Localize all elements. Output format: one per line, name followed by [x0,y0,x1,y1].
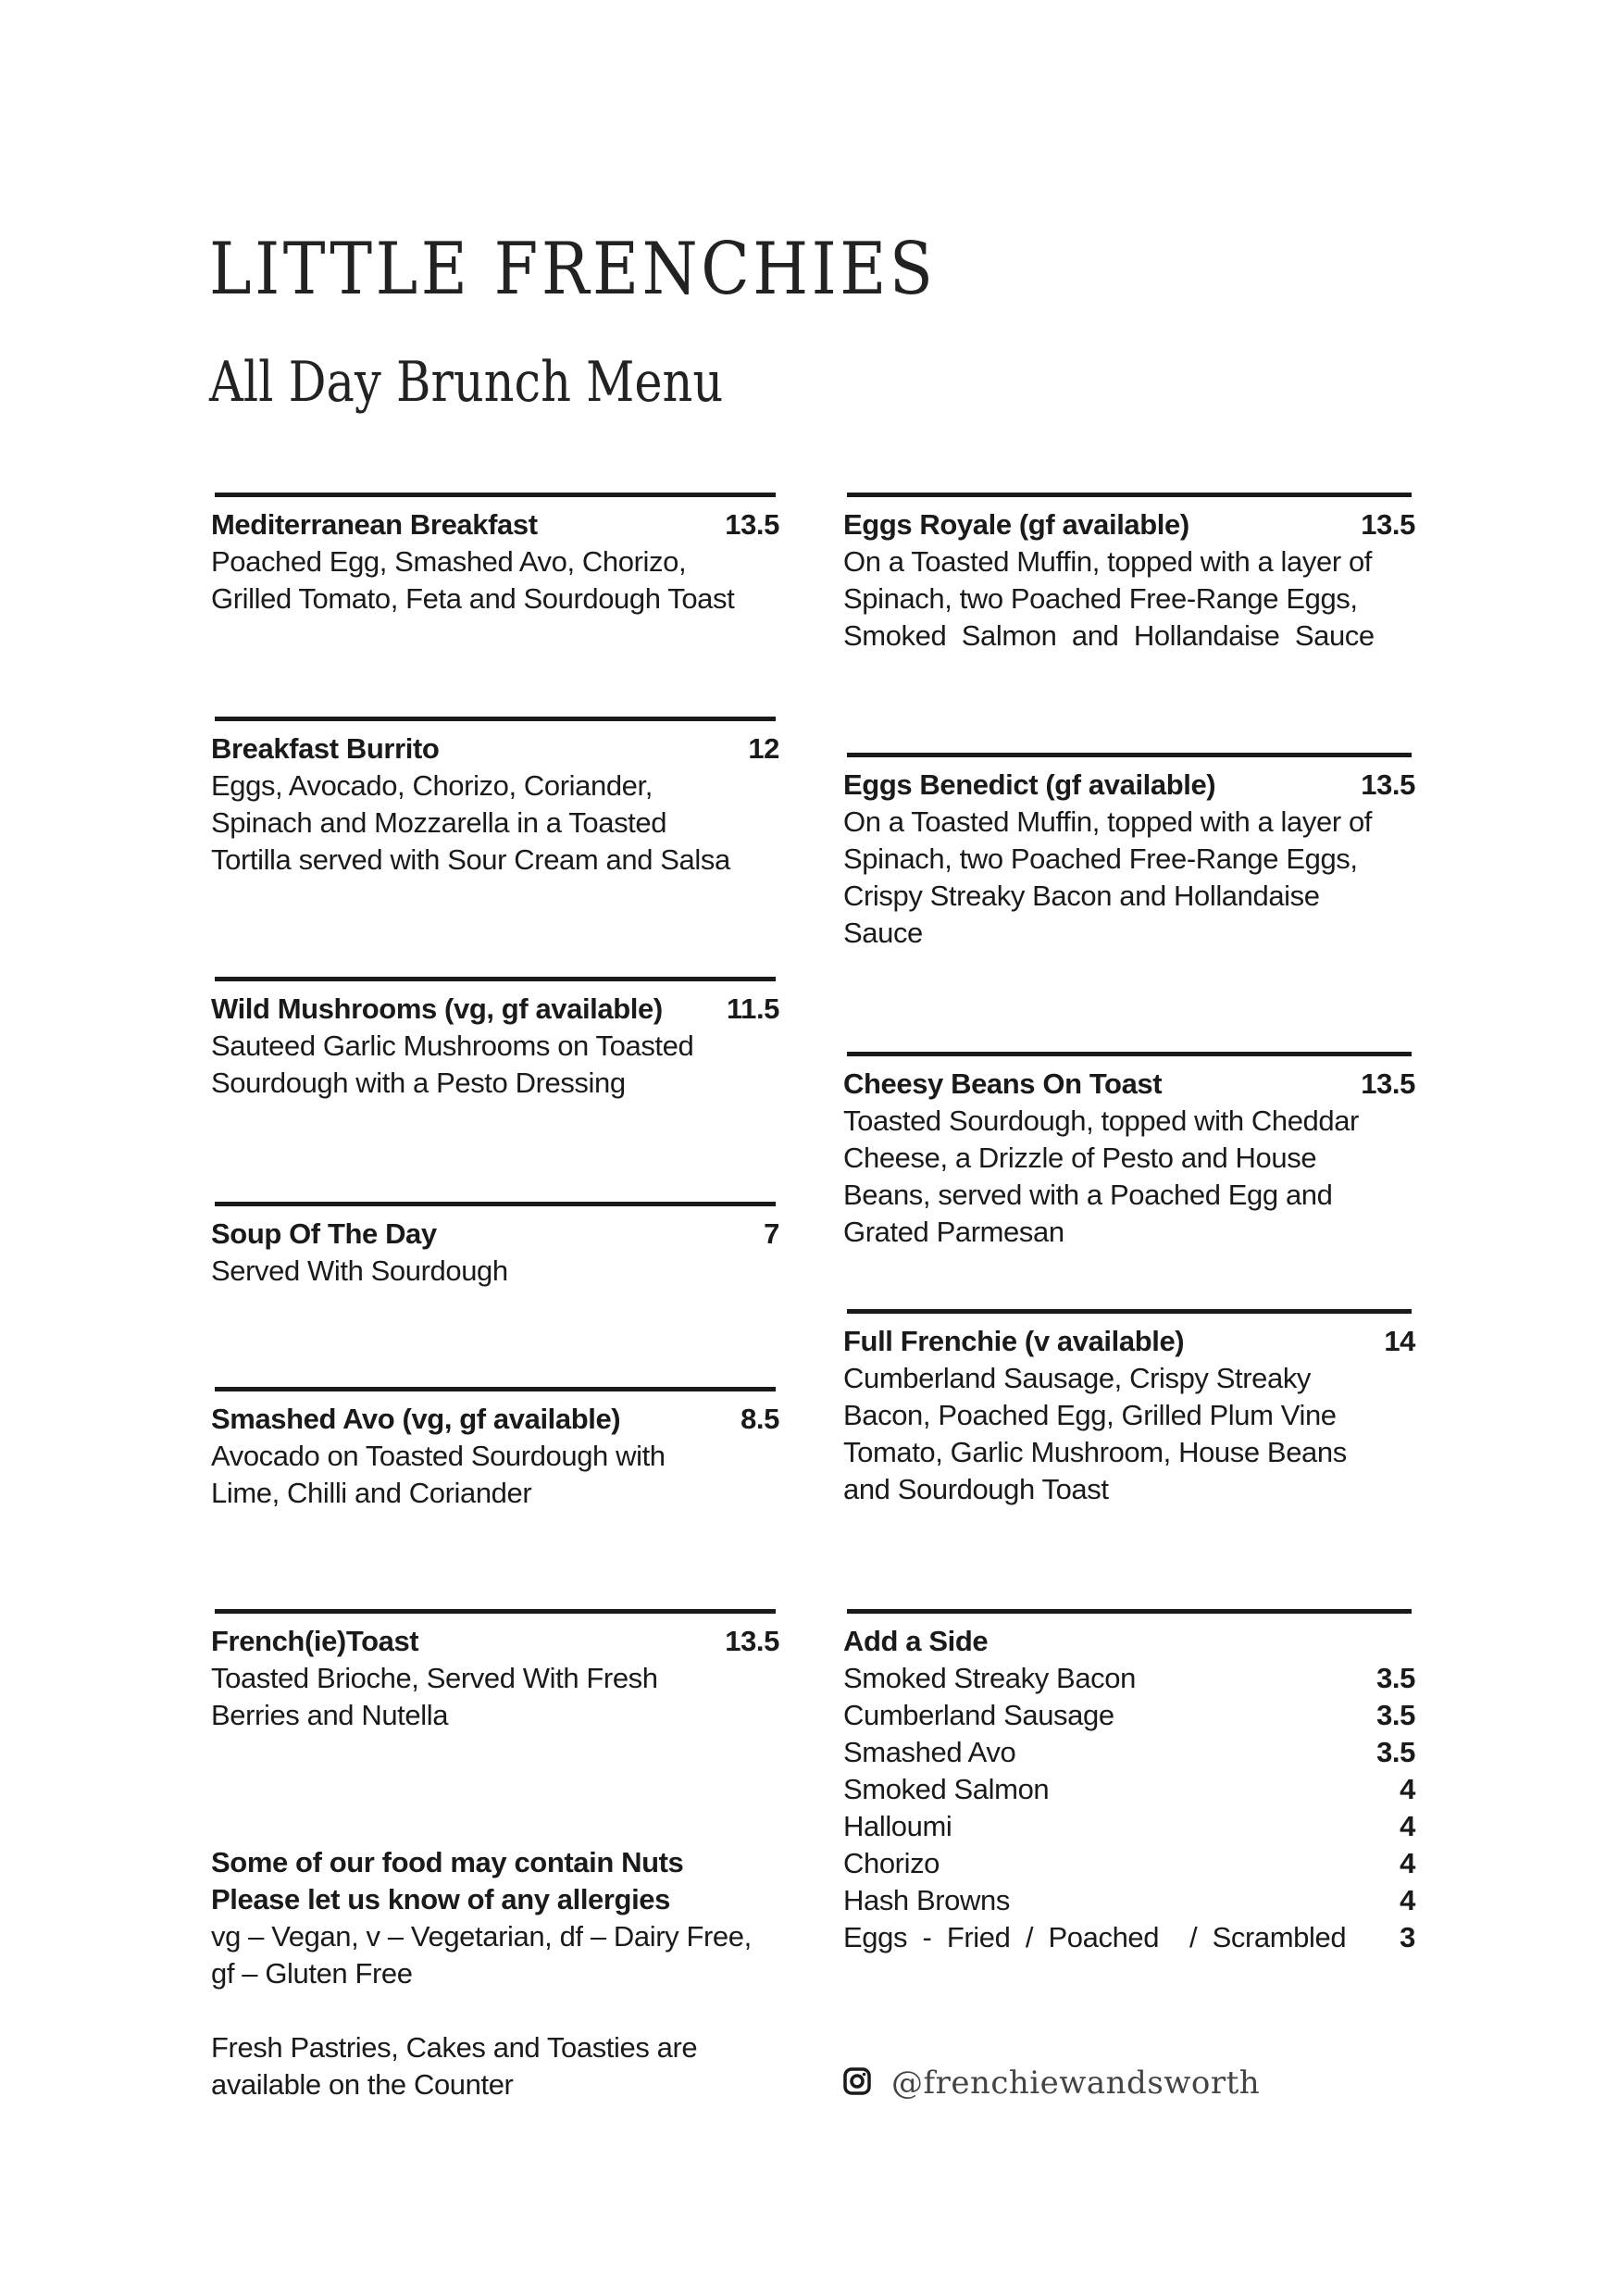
instagram-handle[interactable]: @frenchiewandsworth [891,2065,1261,2102]
side-item [843,1808,1415,1845]
item-description: Spinach, two Poached Free-Range Eggs, [843,582,1358,615]
item-description: Bacon, Poached Egg, Grilled Plum Vine [843,1399,1337,1431]
item-name: Smashed Avo (vg, gf available) [211,1403,621,1435]
side-price: 4 [1400,1810,1415,1842]
side-price: 4 [1400,1847,1415,1879]
menu-item [843,493,1415,655]
restaurant-title: LITTLE FRENCHIES [209,228,937,311]
side-item [843,1771,1415,1808]
side-name: Hash Browns [843,1884,1010,1916]
menu-item [211,493,779,618]
side-price: 3 [1400,1921,1415,1953]
item-price: 13.5 [1361,1067,1415,1100]
divider [847,753,1412,757]
allergy-line: Some of our food may contain Nuts [211,1846,684,1878]
allergy-line: Please let us know of any allergies [211,1883,670,1915]
item-description: Cheese, a Drizzle of Pesto and House [843,1142,1317,1174]
divider [847,1309,1412,1314]
item-description: Grilled Tomato, Feta and Sourdough Toast [211,582,735,615]
item-description: Poached Egg, Smashed Avo, Chorizo, [211,545,687,578]
side-item [843,1697,1415,1734]
item-header [843,1066,1415,1103]
item-description: Tomato, Garlic Mushroom, House Beans [843,1436,1347,1468]
item-price: 8.5 [741,1403,779,1435]
menu-subtitle: All Day Brunch Menu [209,350,724,415]
counter-line: Fresh Pastries, Cakes and Toasties are [211,2031,698,2064]
item-price: 7 [764,1217,779,1250]
side-name: Halloumi [843,1810,952,1842]
item-description: Spinach and Mozzarella in a Toasted [211,806,667,839]
item-description: Smoked Salmon and Hollandaise Sauce [843,619,1375,652]
side-price: 3.5 [1376,1662,1415,1694]
side-item [843,1734,1415,1771]
item-name: Mediterranean Breakfast [211,508,538,541]
side-item [843,1919,1415,1956]
side-item [843,1660,1415,1697]
item-description: Tortilla served with Sour Cream and Salsa [211,843,730,876]
item-header [211,1216,779,1253]
divider [215,1202,776,1206]
item-name: Soup Of The Day [211,1217,437,1250]
item-description: On a Toasted Muffin, topped with a layer of [843,545,1373,578]
instagram-icon [843,2067,871,2100]
side-name: Chorizo [843,1847,940,1879]
item-header [211,506,779,543]
counter-line: available on the Counter [211,2068,514,2101]
item-price: 12 [748,732,779,765]
item-name: Eggs Royale (gf available) [843,508,1189,541]
side-name: Smoked Streaky Bacon [843,1662,1136,1694]
menu-item [211,1387,779,1512]
side-name: Eggs - Fried / Poached / Scrambled [843,1921,1347,1953]
social-handle[interactable] [843,2065,1260,2102]
item-description: Toasted Sourdough, topped with Cheddar [843,1104,1359,1137]
item-name: French(ie)Toast [211,1625,419,1657]
item-name: Full Frenchie (v available) [843,1325,1185,1357]
divider [847,1052,1412,1056]
divider [847,1609,1412,1614]
item-price: 13.5 [725,508,779,541]
item-header [211,991,779,1028]
item-name: Wild Mushrooms (vg, gf available) [211,992,663,1025]
item-description: Lime, Chilli and Coriander [211,1477,532,1509]
sides-title: Add a Side [843,1625,989,1657]
item-name: Eggs Benedict (gf available) [843,768,1216,801]
item-description: Avocado on Toasted Sourdough with [211,1440,666,1472]
divider [847,493,1412,497]
item-header [843,1323,1415,1360]
item-description: Sauteed Garlic Mushrooms on Toasted [211,1029,694,1062]
item-description: Crispy Streaky Bacon and Hollandaise [843,880,1320,912]
item-price: 13.5 [725,1625,779,1657]
side-name: Cumberland Sausage [843,1699,1114,1731]
item-header [211,1623,779,1660]
side-price: 3.5 [1376,1699,1415,1731]
item-description: Sauce [843,917,923,949]
item-description: Beans, served with a Poached Egg and [843,1179,1333,1211]
divider [215,977,776,981]
divider [215,493,776,497]
divider [215,717,776,721]
side-item [843,1845,1415,1882]
item-header [211,1401,779,1438]
menu-item [843,1309,1415,1508]
item-header [843,506,1415,543]
item-description: Served With Sourdough [211,1254,508,1287]
item-description: Berries and Nutella [211,1699,449,1731]
side-name: Smoked Salmon [843,1773,1050,1805]
menu-item [843,1052,1415,1251]
diet-key: gf – Gluten Free [211,1957,413,1990]
allergy-note [211,1844,803,1992]
diet-key: vg – Vegan, v – Vegetarian, df – Dairy Free, [211,1920,752,1953]
side-price: 3.5 [1376,1736,1415,1768]
menu-item [211,717,779,879]
item-name: Cheesy Beans On Toast [843,1067,1163,1100]
item-description: Grated Parmesan [843,1216,1064,1248]
item-description: and Sourdough Toast [843,1473,1109,1505]
item-price: 14 [1384,1325,1415,1357]
side-price: 4 [1400,1773,1415,1805]
menu-item [843,753,1415,952]
item-header [843,767,1415,804]
side-name: Smashed Avo [843,1736,1016,1768]
item-price: 13.5 [1361,768,1415,801]
item-description: Cumberland Sausage, Crispy Streaky [843,1362,1312,1394]
item-description: Toasted Brioche, Served With Fresh [211,1662,658,1694]
item-description: Spinach, two Poached Free-Range Eggs, [843,842,1358,875]
item-description: Sourdough with a Pesto Dressing [211,1067,626,1099]
sides-section [843,1609,1415,1956]
counter-note [211,2029,803,2103]
menu-item [211,1609,779,1734]
divider [215,1387,776,1391]
side-price: 4 [1400,1884,1415,1916]
item-header [211,730,779,767]
menu-item [211,1202,779,1290]
item-description: On a Toasted Muffin, topped with a layer of [843,805,1373,838]
item-description: Eggs, Avocado, Chorizo, Coriander, [211,769,653,802]
item-name: Breakfast Burrito [211,732,440,765]
side-item [843,1882,1415,1919]
item-price: 11.5 [726,992,779,1025]
menu-item [211,977,779,1102]
item-price: 13.5 [1361,508,1415,541]
divider [215,1609,776,1614]
